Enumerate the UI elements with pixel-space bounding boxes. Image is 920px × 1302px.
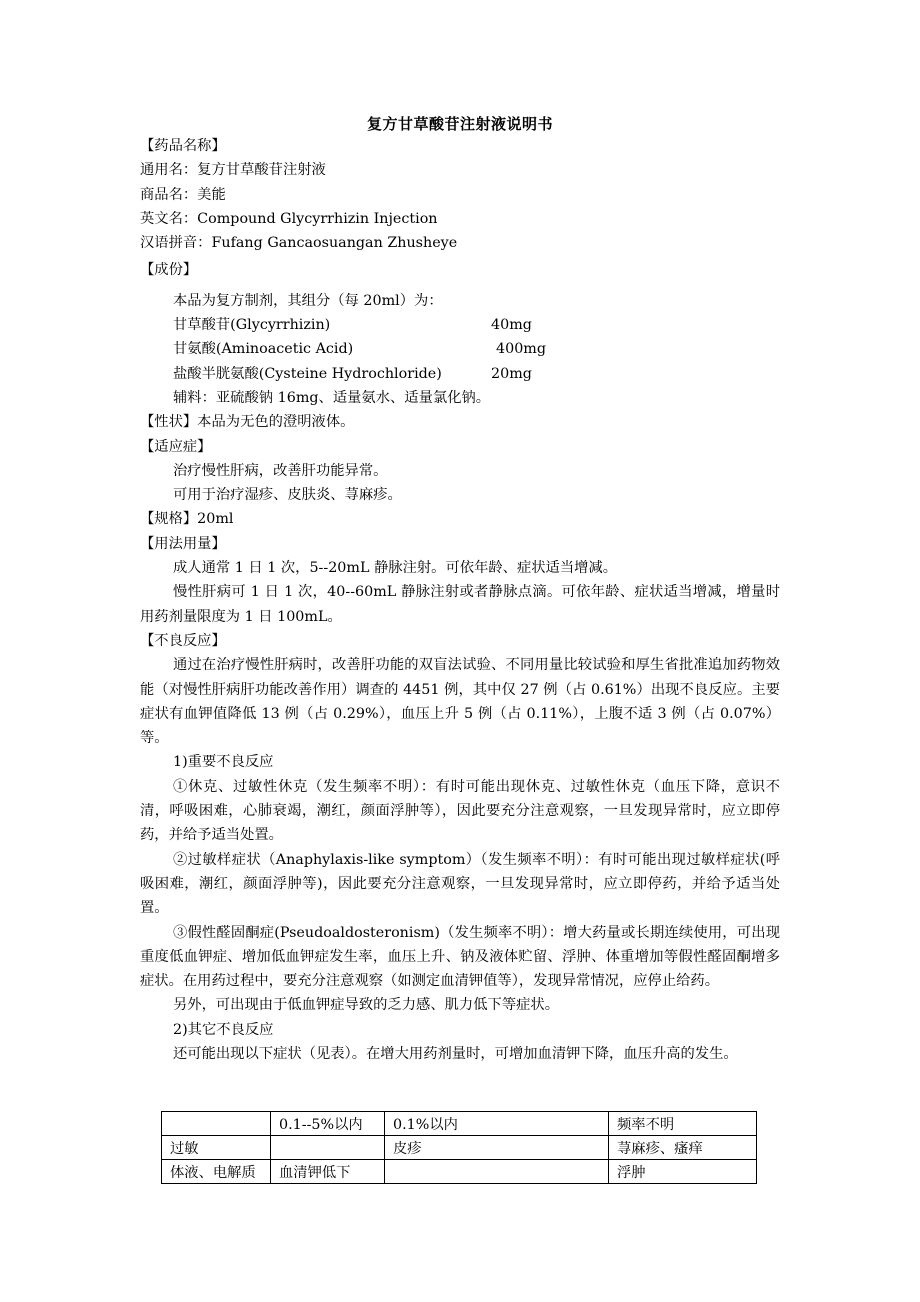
ingredient-amount: 400mg: [496, 341, 546, 358]
table-cell: 体液、电解质: [162, 1160, 271, 1184]
document-title: 复方甘草酸苷注射液说明书: [366, 115, 553, 133]
composition-item: [140, 362, 780, 386]
adverse-paragraph: 还可能出现以下症状（见表）。在增大用药剂量时，可增加血清钾下降，血压升高的发生。: [173, 1045, 738, 1062]
table-cell: 荨麻疹、瘙痒: [609, 1136, 757, 1160]
english-name: 英文名：Compound Glycyrrhizin Injection: [140, 210, 438, 227]
ingredient-amount: 40mg: [491, 317, 532, 334]
table-row: [162, 1136, 757, 1160]
ingredient-name: 甘草酸苷(Glycyrrhizin): [173, 317, 331, 334]
generic-name: 通用名：复方甘草酸苷注射液: [140, 162, 326, 179]
table-cell: [271, 1136, 385, 1160]
dosage-paragraph: 成人通常 1 日 1 次，5--20mL 静脉注射。可依年龄、症状适当增减。: [173, 560, 618, 577]
adverse-note: 另外，可出现由于低血钾症导致的乏力感、肌力低下等症状。: [173, 997, 560, 1014]
table-cell: 0.1%以内: [385, 1112, 609, 1136]
table-cell: 0.1--5%以内: [271, 1112, 385, 1136]
table-cell: 血清钾低下: [271, 1160, 385, 1184]
ingredient-name: 盐酸半胱氨酸(Cysteine Hydrochloride): [173, 365, 442, 382]
table-cell: [162, 1112, 271, 1136]
ingredient-name: 甘氨酸(Aminoacetic Acid): [173, 341, 354, 358]
appearance: 【性状】本品为无色的澄明液体。: [140, 414, 355, 431]
document-body: [140, 134, 780, 1066]
composition-item: [140, 337, 780, 361]
table-header-row: [162, 1112, 757, 1136]
adverse-subheading: 2)其它不良反应: [173, 1021, 274, 1038]
composition-intro: 本品为复方制剂，其组分（每 20ml）为：: [173, 292, 443, 309]
indication-line: 治疗慢性肝病，改善肝功能异常。: [173, 462, 388, 479]
specification: 【规格】20ml: [140, 511, 234, 528]
adverse-reaction: ①休克、过敏性休克（发生频率不明）：有时可能出现休克、过敏性休克（血压下降，意识不清，呼吸困难，心肺衰竭，潮红，颜面浮肿等），因此要充分注意观察，一旦发现异常时，应立即停药，并给予适当处置。: [140, 778, 780, 844]
adverse-frequency-table: [161, 1111, 757, 1184]
table-row: [162, 1160, 757, 1184]
pinyin-name: 汉语拼音：Fufang Gancaosuangan Zhusheye: [140, 235, 458, 252]
adverse-reaction: ②过敏样症状（Anaphylaxis-like symptom）（发生频率不明）：有时可能出现过敏样症状(呼吸困难，潮红，颜面浮肿等)，因此要充分注意观察，一旦发现异常时，应立即停药，并给予适当处置。: [140, 851, 780, 917]
drug-name-heading: 【药品名称】: [140, 138, 226, 154]
ingredient-amount: 20mg: [491, 365, 532, 382]
composition-heading: 【成份】: [140, 262, 198, 279]
adverse-reaction: ③假性醛固酮症(Pseudoaldosteronism)（发生频率不明）：增大药量或长期连续使用，可出现重度低血钾症、增加低血钾症发生率，血压上升、钠及液体贮留、浮肿、体重增加等假性醛固酮增多症状。在用药过程中，要充分注意观察（如测定血清钾值等），发现异常情况，应停止给药。: [140, 924, 780, 990]
adverse-subheading: 1)重要不良反应: [173, 754, 274, 771]
adverse-paragraph: 通过在治疗慢性肝病时，改善肝功能的双盲法试验、不同用量比较试验和厚生省批准追加药物效能（对慢性肝病肝功能改善作用）调查的 4451 例，其中仅 27 例（占 0.61%）出现不良反应。主要症状有血钾值降低 13 例（占 0.29%），血压上升 5 例（占 0.11%），上腹不适 3 例（占 0.07%）等。: [140, 657, 780, 747]
excipients: 辅料：亚硫酸钠 16mg、适量氨水、适量氯化钠。: [173, 389, 491, 406]
table-cell: 浮肿: [609, 1160, 757, 1184]
trade-name: 商品名：美能: [140, 186, 226, 203]
composition-item: [140, 313, 780, 337]
table-cell: 皮疹: [385, 1136, 609, 1160]
dosage-paragraph: 慢性肝病可 1 日 1 次，40--60mL 静脉注射或者静脉点滴。可依年龄、症状适当增减，增量时用药剂量限度为 1 日 100mL。: [140, 584, 780, 625]
table-cell: [385, 1160, 609, 1184]
adverse-heading: 【不良反应】: [140, 632, 226, 649]
dosage-heading: 【用法用量】: [140, 535, 226, 552]
indication-line: 可用于治疗湿疹、皮肤炎、荨麻疹。: [173, 487, 402, 504]
indications-heading: 【适应症】: [140, 438, 212, 455]
table-cell: 过敏: [162, 1136, 271, 1160]
table-cell: 频率不明: [609, 1112, 757, 1136]
